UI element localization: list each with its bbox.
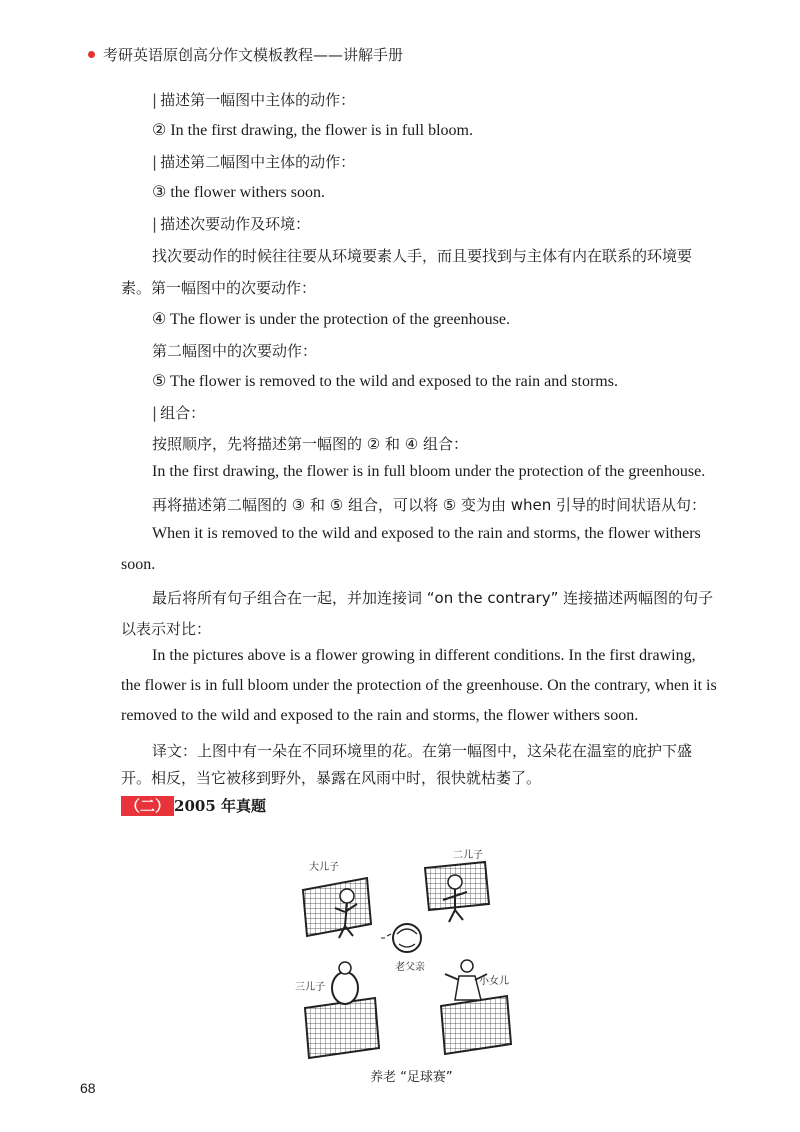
text-line: removed to the wild and exposed to the rain and storms, the flower withers soon. <box>121 707 639 724</box>
football-cartoon-image <box>295 838 525 1073</box>
text-line: In the first drawing, the flower is in full bloom under the protection of the greenhouse. <box>152 463 706 480</box>
translation-line: 译文：上图中有一朵在不同环境里的花。在第一幅图中，这朵花在温室的庇护下盛 <box>152 742 693 760</box>
label-youngest-daughter: 小女儿 <box>479 976 509 987</box>
text-line: the flower is in full bloom under the protection of the greenhouse. On the contrary, when it is <box>121 677 717 694</box>
text-line: | 组合： <box>152 404 206 422</box>
text-line: 以表示对比： <box>121 620 212 638</box>
page-number: 68 <box>80 1080 96 1096</box>
text-line: | 描述第二幅图中主体的动作： <box>152 153 356 171</box>
illustration-caption: 养老 “足球赛” <box>370 1070 453 1085</box>
text-line: When it is removed to the wild and exposed to the rain and storms, the flower withers <box>152 525 701 542</box>
label-third-son: 三儿子 <box>295 982 325 993</box>
bullet-dot-icon <box>88 51 95 58</box>
header-title: 考研英语原创高分作文模板教程——讲解手册 <box>103 46 404 64</box>
text-line: ② In the first drawing, the flower is in full bloom. <box>152 122 473 139</box>
section-tag: （二） <box>121 796 174 816</box>
text-line: soon. <box>121 556 156 573</box>
translation-line: 开。相反，当它被移到野外，暴露在风雨中时，很快就枯萎了。 <box>121 769 542 787</box>
section-heading <box>121 795 266 816</box>
text-line: | 描述次要动作及环境： <box>152 215 311 233</box>
page-header <box>88 44 403 65</box>
text-line: 第二幅图中的次要动作： <box>152 342 318 360</box>
text-line: 最后将所有句子组合在一起，并加连接词 “on the contrary” 连接描述两幅图的句子 <box>152 589 714 607</box>
label-old-father: 老父亲 <box>395 962 425 973</box>
text-line: ③ the flower withers soon. <box>152 184 325 201</box>
text-line: ④ The flower is under the protection of the greenhouse. <box>152 311 510 328</box>
text-line: | 描述第一幅图中主体的动作： <box>152 91 356 109</box>
section-title: 2005 年真题 <box>174 797 266 815</box>
text-line: 按照顺序，先将描述第一幅图的 ② 和 ④ 组合： <box>152 435 468 453</box>
text-line: 素。第一幅图中的次要动作： <box>121 279 317 297</box>
text-line: ⑤ The flower is removed to the wild and exposed to the rain and storms. <box>152 373 618 390</box>
text-line: 再将描述第二幅图的 ③ 和 ⑤ 组合，可以将 ⑤ 变为由 when 引导的时间状语从句： <box>152 496 706 514</box>
text-line: 找次要动作的时候往往要从环境要素人手，而且要找到与主体有内在联系的环境要 <box>152 247 693 265</box>
label-second-son: 二儿子 <box>453 850 483 861</box>
text-line: In the pictures above is a flower growing in different conditions. In the first drawing, <box>152 647 696 664</box>
illustration <box>295 838 525 1073</box>
label-eldest-son: 大儿子 <box>309 862 339 873</box>
